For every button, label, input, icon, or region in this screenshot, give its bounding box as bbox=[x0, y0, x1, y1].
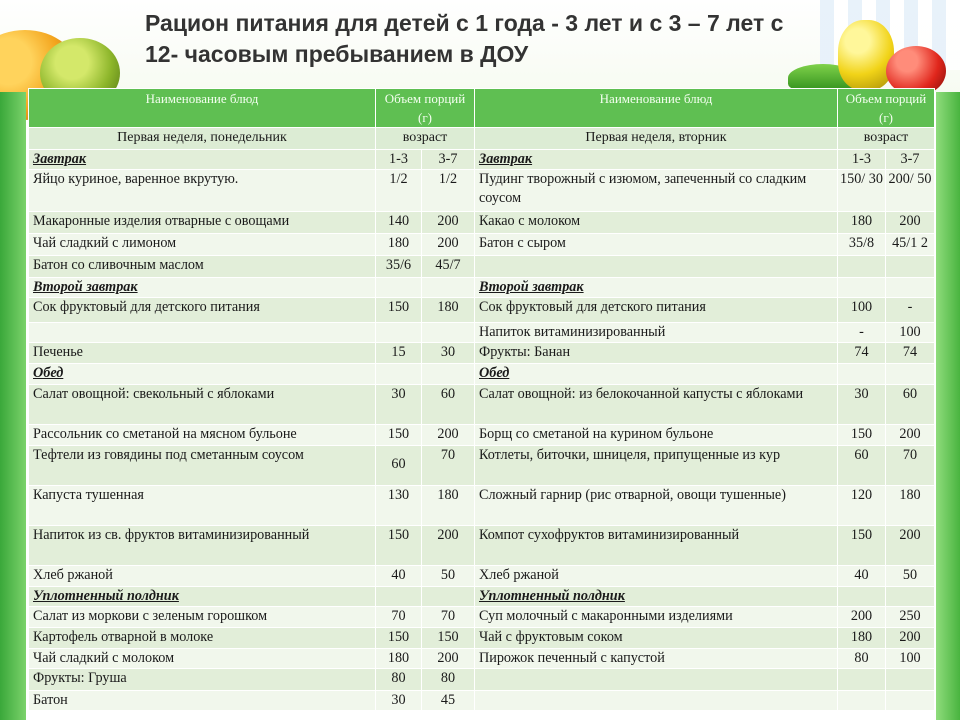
portion-age-3-7: 1/2 bbox=[422, 170, 475, 212]
portion-age-3-7: 100 bbox=[886, 649, 935, 669]
portion-age-1-3 bbox=[376, 364, 422, 385]
dish-name: Яйцо куриное, варенное вкрутую. bbox=[29, 170, 376, 212]
table-row bbox=[29, 234, 935, 256]
portion-age-3-7: 200 bbox=[422, 649, 475, 669]
portion-age-1-3: 1-3 bbox=[838, 150, 886, 170]
dish-name: Суп молочный с макаронными изделиями bbox=[475, 607, 838, 628]
portion-age-1-3: 30 bbox=[838, 385, 886, 425]
portion-age-3-7 bbox=[886, 587, 935, 607]
table-row bbox=[29, 212, 935, 234]
portion-age-1-3: 30 bbox=[376, 691, 422, 711]
portion-age-3-7: 200 bbox=[422, 526, 475, 566]
slide-title: Рацион питания для детей с 1 года - 3 лет и с 3 – 7 лет с 12- часовым пребыванием в ДОУ bbox=[145, 10, 784, 67]
portion-age-1-3 bbox=[838, 691, 886, 711]
portion-age-3-7: 45/1 2 bbox=[886, 234, 935, 256]
section-row bbox=[29, 364, 935, 385]
table-row bbox=[29, 446, 935, 486]
portion-age-3-7: 200 bbox=[886, 628, 935, 649]
left-green-bar bbox=[0, 92, 26, 720]
section-heading: Второй завтрак bbox=[475, 278, 838, 298]
portion-age-3-7: 80 bbox=[422, 669, 475, 691]
dish-name: Напиток витаминизированный bbox=[475, 323, 838, 343]
table-row bbox=[29, 298, 935, 323]
portion-age-3-7: 200 bbox=[422, 425, 475, 446]
dish-name: Фрукты: Банан bbox=[475, 343, 838, 364]
dish-name: Фрукты: Груша bbox=[29, 669, 376, 691]
table-row bbox=[29, 691, 935, 711]
dish-name: Батон со сливочным маслом bbox=[29, 256, 376, 278]
portion-age-3-7: 3-7 bbox=[422, 150, 475, 170]
table-row bbox=[29, 486, 935, 526]
dish-name: Сок фруктовый для детского питания bbox=[475, 298, 838, 323]
section-row bbox=[29, 150, 935, 170]
portion-age-3-7: 50 bbox=[886, 566, 935, 587]
volume-header: Объем порций (г) bbox=[838, 89, 935, 128]
portion-age-1-3: 150 bbox=[838, 425, 886, 446]
portion-age-3-7: 180 bbox=[422, 486, 475, 526]
dish-name: Чай сладкий с молоком bbox=[29, 649, 376, 669]
table-row bbox=[29, 170, 935, 212]
portion-age-1-3: 120 bbox=[838, 486, 886, 526]
dish-name: Хлеб ржаной bbox=[475, 566, 838, 587]
dish-name: Капуста тушенная bbox=[29, 486, 376, 526]
dish-name: Напиток из св. фруктов витаминизированный bbox=[29, 526, 376, 566]
portion-age-3-7: 74 bbox=[886, 343, 935, 364]
portion-age-1-3: - bbox=[838, 323, 886, 343]
portion-age-3-7: 200/ 50 bbox=[886, 170, 935, 212]
portion-age-1-3: 140 bbox=[376, 212, 422, 234]
table-row bbox=[29, 256, 935, 278]
dish-name: Салат овощной: свекольный с яблоками bbox=[29, 385, 376, 425]
table-row bbox=[29, 649, 935, 669]
portion-age-1-3: 150 bbox=[376, 425, 422, 446]
table-row bbox=[29, 607, 935, 628]
table-row bbox=[29, 323, 935, 343]
portion-age-1-3: 150 bbox=[376, 526, 422, 566]
section-heading: Уплотненный полдник bbox=[29, 587, 376, 607]
dish-name bbox=[475, 256, 838, 278]
dish-name: Батон с сыром bbox=[475, 234, 838, 256]
portion-age-3-7 bbox=[886, 691, 935, 711]
section-heading: Завтрак bbox=[475, 150, 838, 170]
portion-age-3-7: 70 bbox=[886, 446, 935, 486]
dish-name-header: Наименование блюд bbox=[475, 89, 838, 128]
portion-age-3-7 bbox=[422, 587, 475, 607]
portion-age-1-3 bbox=[838, 256, 886, 278]
table-row bbox=[29, 669, 935, 691]
dish-name: Сок фруктовый для детского питания bbox=[29, 298, 376, 323]
portion-age-3-7 bbox=[422, 278, 475, 298]
portion-age-1-3: 180 bbox=[838, 628, 886, 649]
section-heading: Обед bbox=[29, 364, 376, 385]
portion-age-1-3: 130 bbox=[376, 486, 422, 526]
portion-age-1-3: 150 bbox=[376, 628, 422, 649]
dish-name bbox=[475, 691, 838, 711]
portion-age-1-3: 180 bbox=[376, 649, 422, 669]
age-header: возраст bbox=[838, 128, 935, 150]
day-row bbox=[29, 128, 935, 150]
portion-age-3-7: 200 bbox=[886, 212, 935, 234]
portion-age-3-7 bbox=[886, 669, 935, 691]
portion-age-1-3: 35/8 bbox=[838, 234, 886, 256]
right-green-bar bbox=[936, 92, 960, 720]
portion-age-1-3 bbox=[838, 278, 886, 298]
portion-age-1-3 bbox=[838, 587, 886, 607]
portion-age-1-3: 60 bbox=[376, 446, 422, 486]
portion-age-3-7 bbox=[422, 364, 475, 385]
portion-age-1-3: 200 bbox=[838, 607, 886, 628]
portion-age-1-3 bbox=[838, 669, 886, 691]
portion-age-3-7: 70 bbox=[422, 607, 475, 628]
portion-age-1-3: 30 bbox=[376, 385, 422, 425]
portion-age-1-3: 180 bbox=[376, 234, 422, 256]
dish-name: Сложный гарнир (рис отварной, овощи тушенные) bbox=[475, 486, 838, 526]
section-heading: Завтрак bbox=[29, 150, 376, 170]
section-heading: Уплотненный полдник bbox=[475, 587, 838, 607]
portion-age-3-7: - bbox=[886, 298, 935, 323]
portion-age-1-3: 180 bbox=[838, 212, 886, 234]
dish-name-header: Наименование блюд bbox=[29, 89, 376, 128]
age-header: возраст bbox=[376, 128, 475, 150]
table-row bbox=[29, 566, 935, 587]
dish-name: Чай сладкий с лимоном bbox=[29, 234, 376, 256]
dish-name: Тефтели из говядины под сметанным соусом bbox=[29, 446, 376, 486]
dish-name bbox=[29, 323, 376, 343]
dish-name: Салат овощной: из белокочанной капусты с яблоками bbox=[475, 385, 838, 425]
dish-name: Чай с фруктовым соком bbox=[475, 628, 838, 649]
header-row bbox=[29, 89, 935, 128]
portion-age-1-3 bbox=[838, 364, 886, 385]
portion-age-3-7: 200 bbox=[886, 425, 935, 446]
table-row bbox=[29, 385, 935, 425]
portion-age-1-3: 1-3 bbox=[376, 150, 422, 170]
portion-age-1-3: 80 bbox=[838, 649, 886, 669]
portion-age-1-3: 70 bbox=[376, 607, 422, 628]
portion-age-1-3 bbox=[376, 323, 422, 343]
table-row bbox=[29, 343, 935, 364]
menu-table bbox=[28, 88, 935, 711]
dish-name: Компот сухофруктов витаминизированный bbox=[475, 526, 838, 566]
portion-age-3-7: 200 bbox=[886, 526, 935, 566]
dish-name: Пирожок печенный с капустой bbox=[475, 649, 838, 669]
portion-age-1-3: 15 bbox=[376, 343, 422, 364]
portion-age-3-7: 180 bbox=[422, 298, 475, 323]
section-row bbox=[29, 278, 935, 298]
portion-age-3-7 bbox=[422, 323, 475, 343]
portion-age-1-3: 1/2 bbox=[376, 170, 422, 212]
dish-name: Картофель отварной в молоке bbox=[29, 628, 376, 649]
table-row bbox=[29, 628, 935, 649]
portion-age-3-7: 30 bbox=[422, 343, 475, 364]
portion-age-1-3: 74 bbox=[838, 343, 886, 364]
dish-name: Рассольник со сметаной на мясном бульоне bbox=[29, 425, 376, 446]
portion-age-1-3: 60 bbox=[838, 446, 886, 486]
portion-age-3-7: 50 bbox=[422, 566, 475, 587]
portion-age-1-3: 40 bbox=[376, 566, 422, 587]
menu-table-body bbox=[29, 89, 935, 711]
portion-age-1-3: 35/6 bbox=[376, 256, 422, 278]
day-label-monday: Первая неделя, понедельник bbox=[29, 128, 376, 150]
dish-name: Макаронные изделия отварные с овощами bbox=[29, 212, 376, 234]
dish-name: Печенье bbox=[29, 343, 376, 364]
dish-name: Хлеб ржаной bbox=[29, 566, 376, 587]
portion-age-3-7: 150 bbox=[422, 628, 475, 649]
table-row bbox=[29, 425, 935, 446]
day-label-tuesday: Первая неделя, вторник bbox=[475, 128, 838, 150]
dish-name: Батон bbox=[29, 691, 376, 711]
portion-age-1-3 bbox=[376, 587, 422, 607]
portion-age-3-7: 45 bbox=[422, 691, 475, 711]
portion-age-3-7 bbox=[886, 256, 935, 278]
dish-name: Пудинг творожный с изюмом, запеченный со сладким соусом bbox=[475, 170, 838, 212]
portion-age-3-7: 180 bbox=[886, 486, 935, 526]
dish-name: Какао с молоком bbox=[475, 212, 838, 234]
portion-age-1-3: 100 bbox=[838, 298, 886, 323]
portion-age-3-7: 45/7 bbox=[422, 256, 475, 278]
portion-age-3-7: 250 bbox=[886, 607, 935, 628]
portion-age-3-7: 200 bbox=[422, 234, 475, 256]
section-heading: Обед bbox=[475, 364, 838, 385]
portion-age-3-7: 60 bbox=[422, 385, 475, 425]
volume-header: Объем порций (г) bbox=[376, 89, 475, 128]
portion-age-1-3: 150/ 30 bbox=[838, 170, 886, 212]
portion-age-1-3: 150 bbox=[838, 526, 886, 566]
yellow-pepper-image bbox=[838, 20, 894, 90]
portion-age-3-7 bbox=[886, 278, 935, 298]
dish-name: Котлеты, биточки, шницеля, припущенные из кур bbox=[475, 446, 838, 486]
portion-age-3-7: 3-7 bbox=[886, 150, 935, 170]
dish-name: Салат из моркови с зеленым горошком bbox=[29, 607, 376, 628]
portion-age-3-7: 100 bbox=[886, 323, 935, 343]
portion-age-1-3: 150 bbox=[376, 298, 422, 323]
table-row bbox=[29, 526, 935, 566]
portion-age-1-3: 80 bbox=[376, 669, 422, 691]
dish-name: Борщ со сметаной на курином бульоне bbox=[475, 425, 838, 446]
section-heading: Второй завтрак bbox=[29, 278, 376, 298]
portion-age-1-3: 40 bbox=[838, 566, 886, 587]
portion-age-3-7: 70 bbox=[422, 446, 475, 486]
dish-name bbox=[475, 669, 838, 691]
portion-age-3-7: 200 bbox=[422, 212, 475, 234]
portion-age-3-7 bbox=[886, 364, 935, 385]
portion-age-3-7: 60 bbox=[886, 385, 935, 425]
portion-age-1-3 bbox=[376, 278, 422, 298]
section-row bbox=[29, 587, 935, 607]
